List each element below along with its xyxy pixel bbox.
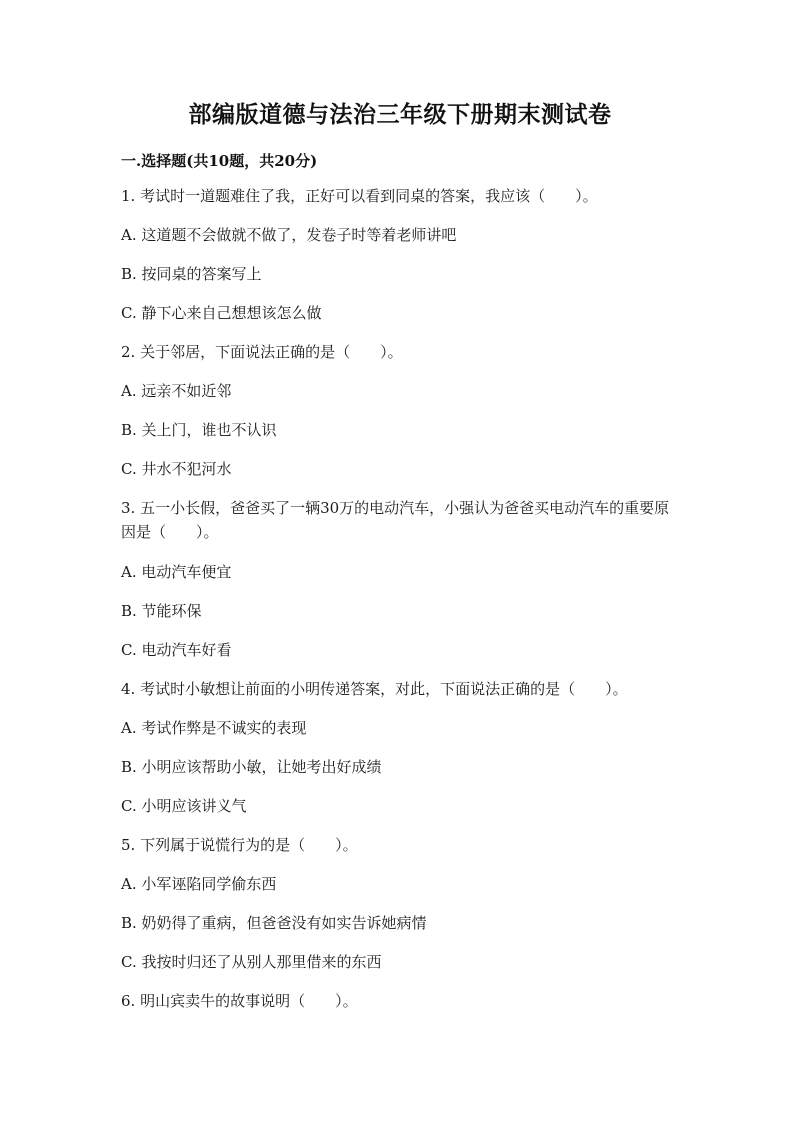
answer-option: A. 小军诬陷同学偷东西 bbox=[121, 875, 277, 893]
answer-option: B. 小明应该帮助小敏，让她考出好成绩 bbox=[121, 758, 382, 776]
answer-option: C. 井水不犯河水 bbox=[121, 460, 232, 478]
question-list bbox=[121, 184, 681, 1028]
question-stem: 6. 明山宾卖牛的故事说明（ ）。 bbox=[121, 992, 358, 1010]
answer-option: A. 远亲不如近邻 bbox=[121, 382, 232, 400]
answer-option: B. 关上门，谁也不认识 bbox=[121, 421, 277, 439]
question-stem: 4. 考试时小敏想让前面的小明传递答案，对此，下面说法正确的是（ ）。 bbox=[121, 680, 628, 698]
question-stem: 1. 考试时一道题难住了我，正好可以看到同桌的答案，我应该（ ）。 bbox=[121, 187, 598, 205]
answer-option: C. 我按时归还了从别人那里借来的东西 bbox=[121, 953, 382, 971]
answer-option: B. 奶奶得了重病，但爸爸没有如实告诉她病情 bbox=[121, 914, 427, 932]
question-stem: 3. 五一小长假，爸爸买了一辆30万的电动汽车，小强认为爸爸买电动汽车的重要原因是（ ）。 bbox=[121, 499, 670, 541]
answer-option: A. 电动汽车便宜 bbox=[121, 563, 232, 581]
page-title: 部编版道德与法治三年级下册期末测试卷 bbox=[188, 101, 612, 128]
question-stem: 2. 关于邻居，下面说法正确的是（ ）。 bbox=[121, 343, 403, 361]
answer-option: A. 这道题不会做就不做了，发卷子时等着老师讲吧 bbox=[121, 226, 457, 244]
section-heading: 一.选择题(共10题，共20分) bbox=[121, 152, 318, 170]
answer-option: C. 小明应该讲义气 bbox=[121, 797, 247, 815]
answer-option: C. 电动汽车好看 bbox=[121, 641, 232, 659]
answer-option: B. 按同桌的答案写上 bbox=[121, 265, 262, 283]
answer-option: C. 静下心来自己想想该怎么做 bbox=[121, 304, 322, 322]
question-stem: 5. 下列属于说慌行为的是（ ）。 bbox=[121, 836, 358, 854]
answer-option: A. 考试作弊是不诚实的表现 bbox=[121, 719, 307, 737]
answer-option: B. 节能环保 bbox=[121, 602, 202, 620]
